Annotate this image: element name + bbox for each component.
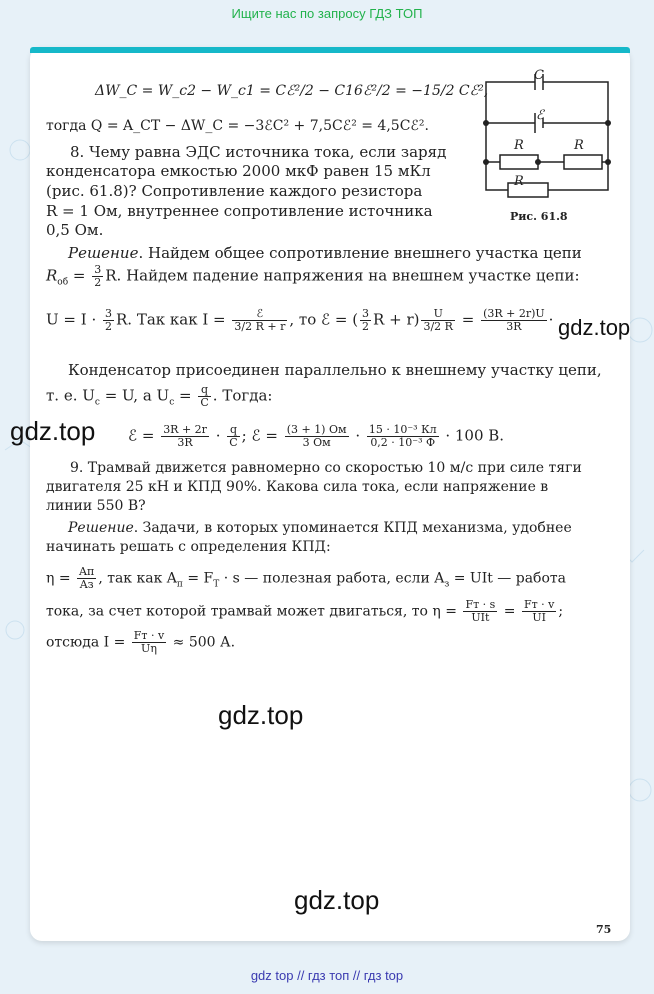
fraction-calc3: $\frac{\text{15 · 10⁻³ Кл}}{\text{0,2 · 10⁻³ Ф}}$ <box>368 423 437 449</box>
figure-caption: Рис. 61.8 <box>510 210 568 223</box>
r-symbol: R <box>46 266 58 285</box>
solution8-line3: U = I · $\frac{3}{2}$ R. Так как I = $\frac{\text{ℰ}}{3/2 R + r}$ , то ℰ = ( $\frac{3}{2}$ R + r) $\frac{U}{3/2 R}$ = $\frac{(3R + 2r)U}{3R}$ · <box>46 307 554 333</box>
watermark-4: gdz.top <box>294 885 380 915</box>
problem8-line3: (рис. 61.8)? Сопротивление каждого резистора <box>46 182 423 200</box>
fraction-i: $\frac{\text{ℰ}}{3/2 R + r}$ <box>234 307 286 333</box>
equals-sign: = <box>68 266 91 285</box>
formula-delta-w: ΔW_C = W_c2 − W_c1 = Cℰ²/2 − C16ℰ²/2 = −15/2 Cℰ², <box>95 83 489 99</box>
page-accent-bar <box>30 47 630 53</box>
watermark-3: gdz.top <box>218 700 304 730</box>
eta-line3: отсюда I = $\frac{Fт \cdot v}{U\eta}$ ≈ 500 А. <box>46 629 236 655</box>
eta-line2: тока, за счет которой трамвай может двигаться, то η = $\frac{Fт \cdot s}{\text{UIt}}$ = $\frac{Fт \cdot v}{UI}$ ; <box>46 598 564 624</box>
capacitor-label: C <box>534 68 544 83</box>
resistor-label-3: R <box>514 174 524 189</box>
problem8-line1: 8. Чему равна ЭДС источника тока, если заряд <box>70 143 447 161</box>
problem8-line2: конденсатора емкостью 2000 мкФ равен 15 мКл <box>46 162 431 180</box>
problem9-line3: линии 550 В? <box>46 498 146 514</box>
fraction-eta: $\frac{Aп}{Aз}$ <box>79 565 95 591</box>
capacitor-line2: т. е. $U_с = U$, а $U_с$ = $\frac{q}{C}$ . Тогда: <box>46 383 273 409</box>
eta-line1: η = $\frac{Aп}{Aз}$ , так как $A_п = F_Т \cdot s$ — полезная работа, если $A_з$ = UIt — работа <box>46 565 567 591</box>
problem9-line1: 9. Трамвай движется равномерно со скоростью 10 м/с при силе тяги <box>70 460 582 476</box>
formula-q: тогда Q = A_СТ − ΔW_C = −3ℰC² + 7,5Cℰ² = 4,5Cℰ². <box>46 118 429 134</box>
fraction-3-2b: $\frac{3}{2}$ <box>104 307 112 333</box>
top-link[interactable]: Ищите нас по запросу ГДЗ ТОП <box>231 6 423 21</box>
watermark-2: gdz.top <box>10 416 96 446</box>
solution8-line1 <box>68 244 582 262</box>
fraction-q-c2: $\frac{q}{C}$ <box>229 423 238 449</box>
fraction-eta3: $\frac{Fт \cdot v}{UI}$ <box>523 598 555 624</box>
i-expr: R. Так как I = <box>115 310 231 329</box>
fraction-u: $\frac{U}{3/2 R}$ <box>423 307 453 333</box>
circuit-diagram <box>478 68 618 208</box>
e-expr: , то ℰ = <box>289 310 353 329</box>
solution8-line2 <box>46 264 580 292</box>
watermark-1: gdz.top <box>558 315 631 340</box>
solution9-line1: Решение. Задачи, в которых упоминается КПД механизма, удобнее <box>68 520 572 536</box>
fraction-eta2: $\frac{Fт \cdot s}{\text{UIt}}$ <box>465 598 496 624</box>
page-number: 75 <box>596 923 612 936</box>
fraction-calc1: $\frac{3R + 2r}{3R}$ <box>163 423 207 449</box>
solution-word: Решение <box>68 244 139 262</box>
fraction-calc2: $\frac{(3 + 1) Ом}{3 Ом}$ <box>286 423 347 449</box>
fraction-3-2: $\frac{3}{2}$ <box>94 263 102 289</box>
fraction-3-2c: $\frac{3}{2}$ <box>362 307 370 333</box>
resistor-label-1: R <box>514 138 524 153</box>
bottom-link[interactable]: gdz top // гдз топ // гдз top <box>250 968 404 983</box>
r-subscript: об <box>57 277 69 288</box>
calculation-line: ℰ = $\frac{3R + 2r}{3R}$ · $\frac{q}{C}$ ; ℰ = $\frac{(3 + 1) Ом}{3 Ом}$ · $\frac{\text{15 · 10⁻³ Кл}}{\text{0,2 · 10⁻³ Ф}}$ · 100 В. <box>128 423 505 449</box>
fraction-q-c: $\frac{q}{C}$ <box>200 383 209 409</box>
source-label: ℰ <box>536 108 544 123</box>
problem9-line2: двигателя 25 кН и КПД 90%. Какова сила тока, если напряжение в <box>46 479 549 495</box>
fraction-e: $\frac{(3R + 2r)U}{3R}$ <box>483 307 545 333</box>
resistor-label-2: R <box>574 138 584 153</box>
solution9-line2: начинать решать с определения КПД: <box>46 539 331 555</box>
solution8-text1: . Найдем общее сопротивление внешнего участка цепи <box>138 244 582 262</box>
u-expr: U = I · <box>46 310 101 329</box>
problem8-line5: 0,5 Ом. <box>46 221 104 239</box>
problem8-line4: R = 1 Ом, внутреннее сопротивление источника <box>46 202 433 220</box>
solution8-text2: R. Найдем падение напряжения на внешнем участке цепи: <box>105 266 580 285</box>
capacitor-line1: Конденсатор присоединен параллельно к внешнему участку цепи, <box>68 361 602 379</box>
fraction-i2: $\frac{Fт \cdot v}{U\eta}$ <box>133 629 165 655</box>
